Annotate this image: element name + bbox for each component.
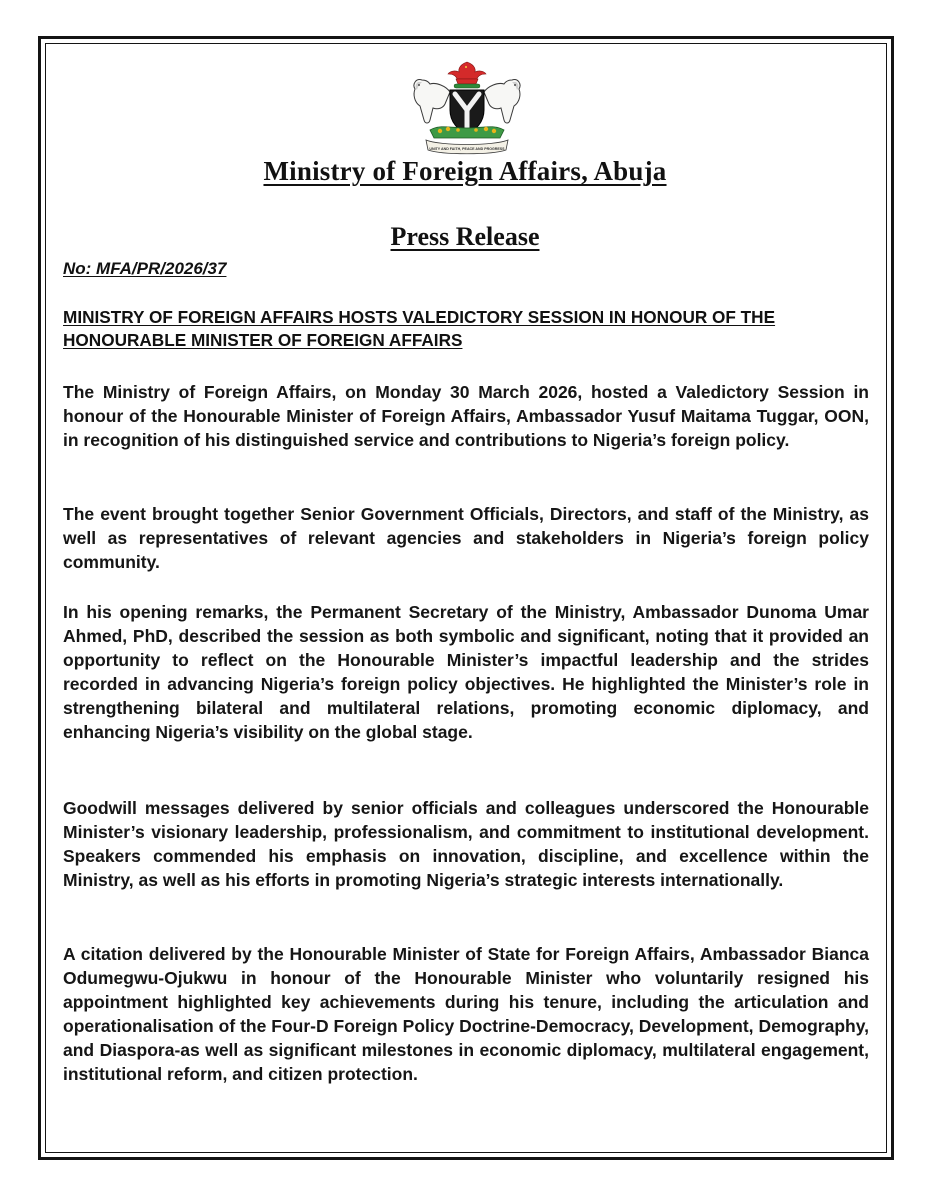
nigeria-coat-of-arms-icon [400, 58, 534, 156]
coat-of-arms-motto: UNITY AND FAITH, PEACE AND PROGRESS [429, 147, 505, 151]
body-paragraph-4: Goodwill messages delivered by senior officials and colleagues underscored the Honourable Minister’s visionary leadership, professionalism, and commitment to institutional development. Speakers commended his emphasis on innovation, discipline, and excellence within the Ministry, as well as his efforts in promoting Nigeria’s strategic interests internationally. [63, 798, 869, 890]
body-paragraph-5: A citation delivered by the Honourable Minister of State for Foreign Affairs, Ambassador Bianca Odumegwu-Ojukwu in honour of the Honourable Minister who voluntarily resigned his appointment highlighted key achievements during his tenure, including the articulation and operationalisation of the Four-D Foreign Policy Doctrine-Democracy, Development, Demography, and Diaspora-as well as significant milestones in economic diplomacy, multilateral engagement, institutional reform, and citizen protection. [63, 944, 869, 1084]
body-paragraph-2: The event brought together Senior Government Officials, Directors, and staff of the Ministry, as well as representatives of relevant agencies and stakeholders in Nigeria’s foreign policy community. [63, 504, 869, 572]
press-release-headline: MINISTRY OF FOREIGN AFFAIRS HOSTS VALEDICTORY SESSION IN HONOUR OF THE HONOURABLE MINISTER OF FOREIGN AFFAIRS [63, 307, 776, 350]
ministry-title: Ministry of Foreign Affairs, Abuja [263, 156, 667, 186]
body-paragraph-1: The Ministry of Foreign Affairs, on Monday 30 March 2026, hosted a Valedictory Session in honour of the Honourable Minister of Foreign Affairs, Ambassador Yusuf Maitama Tuggar, OON, in recognition of his distinguished service and contributions to Nigeria’s foreign policy. [63, 382, 869, 450]
reference-number: No: MFA/PR/2026/37 [63, 259, 227, 278]
body-paragraph-3: In his opening remarks, the Permanent Secretary of the Ministry, Ambassador Dunoma Umar Ahmed, PhD, described the session as both symbolic and significant, noting that it provided an opportunity to reflect on the Honourable Minister’s impactful leadership and the strides recorded in advancing Nigeria’s foreign policy objectives. He highlighted the Minister’s role in strengthening bilateral and multilateral relations, promoting economic diplomacy, and enhancing Nigeria’s visibility on the global stage. [63, 602, 869, 742]
document-type-heading: Press Release [390, 222, 540, 251]
